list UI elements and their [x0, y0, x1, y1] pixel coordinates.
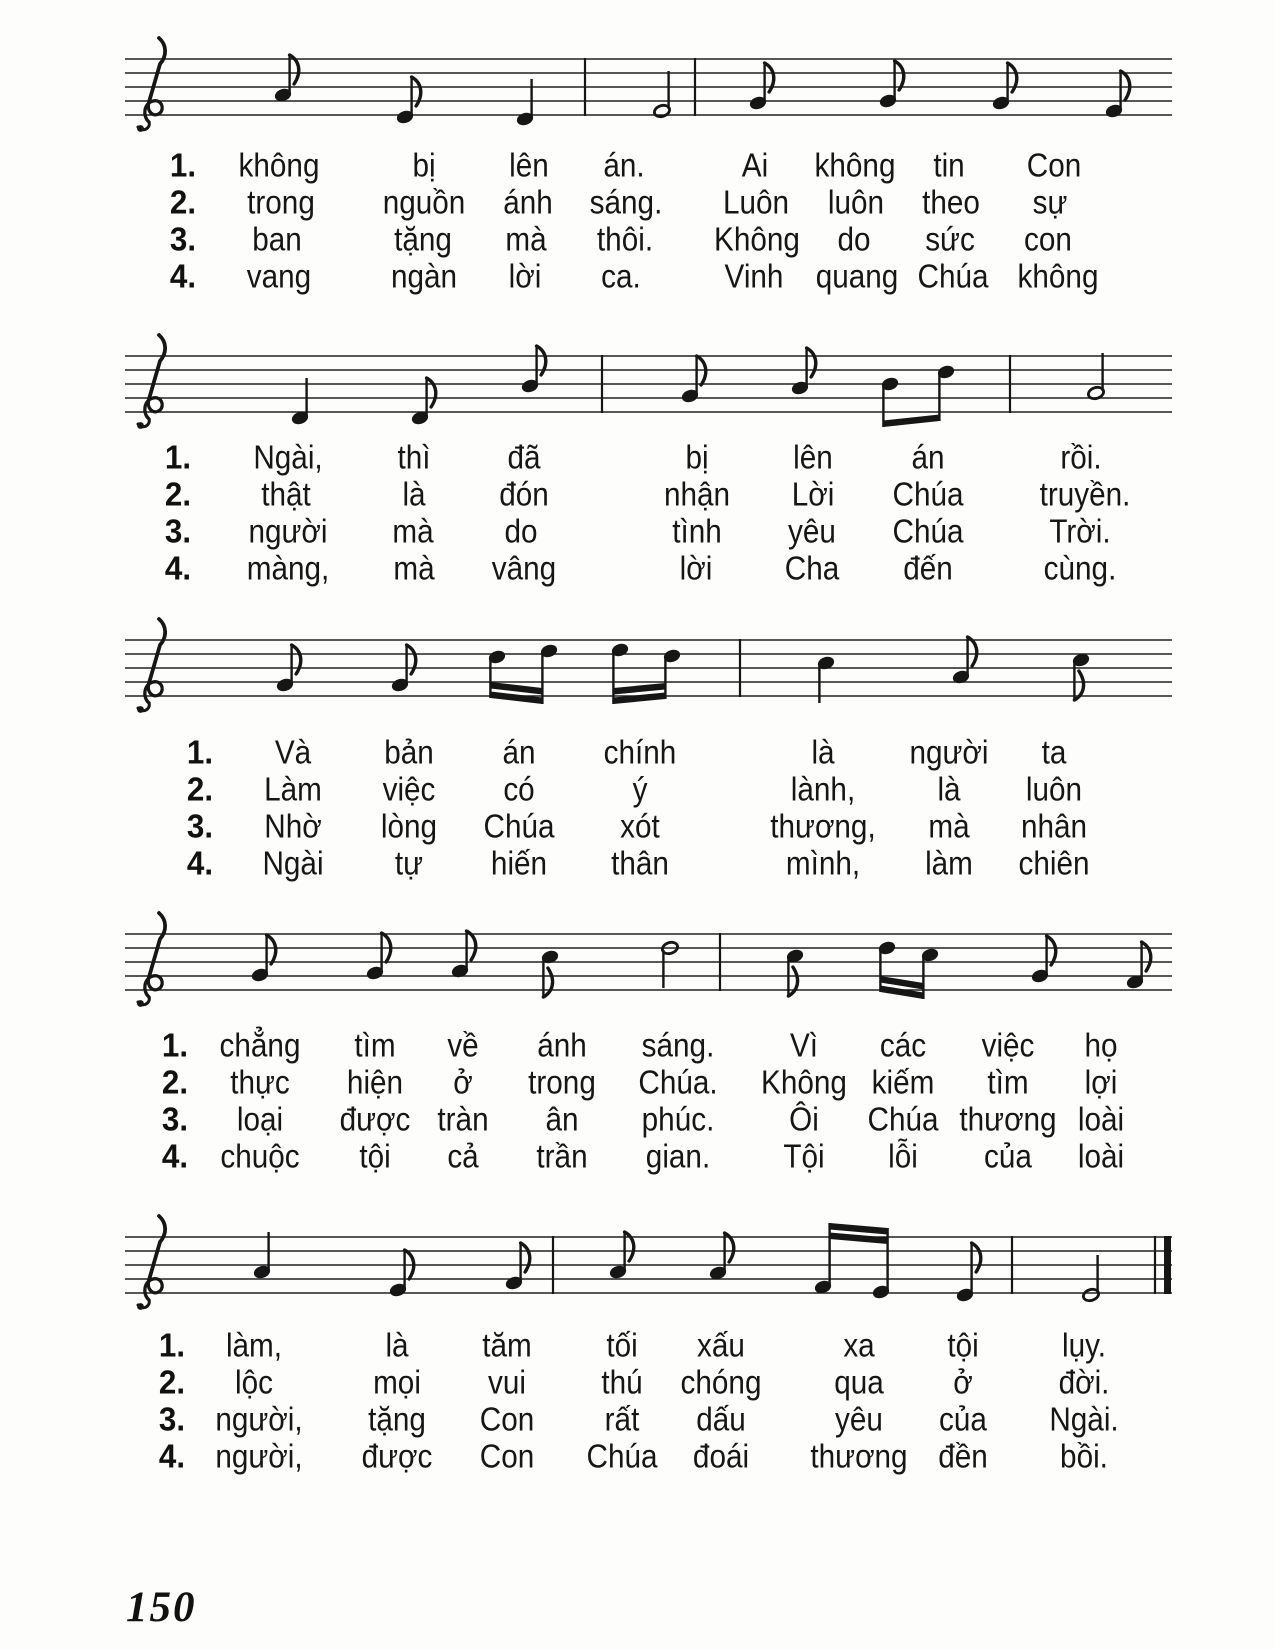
- verse-number: 3.: [161, 1100, 189, 1138]
- lyric-word: thương: [959, 1100, 1057, 1138]
- treble-clef-icon: [137, 335, 165, 429]
- lyric-word: ta: [1041, 733, 1067, 771]
- lyric-word: sáng.: [589, 183, 663, 221]
- verse-number: 3.: [164, 512, 192, 550]
- lyric-word: tràn: [437, 1100, 489, 1138]
- lyric-word: đến: [903, 549, 953, 587]
- lyric-word: lòng: [380, 807, 438, 845]
- note-eighth: [451, 931, 476, 979]
- lyric-word: thì: [397, 438, 431, 476]
- lyric-word: Ngài: [262, 844, 324, 882]
- lyric-word: Tội: [783, 1137, 825, 1175]
- lyric-word: lụy.: [1061, 1326, 1107, 1364]
- note-eighth: [505, 1243, 530, 1291]
- lyric-word: Nhờ: [264, 807, 322, 845]
- lyric-word: phúc.: [641, 1100, 715, 1138]
- lyric-word: rất: [604, 1400, 640, 1438]
- lyric-word: trong: [247, 183, 315, 221]
- lyric-word: nhận: [663, 475, 731, 513]
- lyric-word: Luôn: [722, 183, 790, 221]
- lyric-word: Cha: [784, 549, 840, 587]
- lyric-word: loài: [1077, 1100, 1125, 1138]
- verse-number: 4.: [186, 844, 214, 882]
- lyric-word: sáng.: [641, 1026, 715, 1064]
- lyric-word: mà: [392, 512, 434, 550]
- lyric-word: tìm: [354, 1026, 396, 1064]
- lyric-word: việc: [981, 1026, 1035, 1064]
- lyric-word: Chúa.: [638, 1063, 718, 1101]
- verse-number: 4.: [161, 1137, 189, 1175]
- lyric-word: được: [361, 1437, 433, 1475]
- lyric-word: không: [1017, 257, 1099, 295]
- lyric-word: chiên: [1018, 844, 1090, 882]
- lyric-word: gian.: [645, 1137, 711, 1175]
- lyric-word: trong: [528, 1063, 596, 1101]
- note-eighth: [411, 378, 436, 426]
- verse-number: 2.: [186, 770, 214, 808]
- lyric-word: việc: [382, 770, 436, 808]
- lyric-word: quang: [815, 257, 899, 295]
- lyric-word: các: [879, 1026, 927, 1064]
- lyric-word: người,: [215, 1400, 303, 1438]
- lyric-word: ban: [252, 220, 302, 258]
- lyric-word: là: [385, 1326, 409, 1364]
- lyric-word: rồi.: [1060, 438, 1102, 476]
- verse-number: 4.: [169, 257, 197, 295]
- lyric-word: làm,: [225, 1326, 283, 1364]
- verse-number: 4.: [164, 549, 192, 587]
- lyric-word: tìm: [987, 1063, 1029, 1101]
- verse-number: 1.: [158, 1326, 186, 1364]
- lyric-word: Chúa: [917, 257, 989, 295]
- lyric-word: lộc: [235, 1363, 273, 1401]
- lyric-word: không: [238, 146, 320, 184]
- lyric-word: bồi.: [1060, 1437, 1108, 1475]
- verse-number: 4.: [158, 1437, 186, 1475]
- lyric-word: thân: [611, 844, 669, 882]
- verse-number: 1.: [186, 733, 214, 771]
- lyric-word: lỗi: [888, 1137, 918, 1175]
- note-eighth: [1126, 942, 1151, 990]
- lyric-word: qua: [834, 1363, 884, 1401]
- beamed-notes: [814, 1223, 890, 1300]
- lyric-word: đời.: [1058, 1363, 1110, 1401]
- verse-number: 3.: [186, 807, 214, 845]
- lyric-word: Ai: [741, 146, 769, 184]
- lyric-word: Lời: [791, 475, 835, 513]
- lyric-word: màng,: [246, 549, 330, 587]
- lyric-word: trần: [536, 1137, 588, 1175]
- treble-clef-icon: [137, 913, 165, 1007]
- lyric-word: thương,: [770, 807, 876, 845]
- lyric-word: làm: [925, 844, 973, 882]
- lyric-word: Không: [761, 1063, 847, 1101]
- lyric-word: loại: [236, 1100, 284, 1138]
- lyric-word: tăm: [482, 1326, 532, 1364]
- lyric-word: con: [1024, 220, 1072, 258]
- lyric-word: án: [911, 438, 945, 476]
- lyric-word: ngàn: [390, 257, 458, 295]
- lyric-word: mà: [505, 220, 547, 258]
- lyric-word: Chúa: [483, 807, 555, 845]
- lyric-word: người: [909, 733, 989, 771]
- lyric-word: thú: [601, 1363, 643, 1401]
- note-quarter: [516, 79, 534, 127]
- lyric-word: án: [502, 733, 536, 771]
- lyric-word: tặng: [394, 220, 452, 258]
- lyric-word: ánh: [537, 1026, 587, 1064]
- lyric-word: luôn: [1025, 770, 1083, 808]
- verse-number: 1.: [161, 1026, 189, 1064]
- lyric-word: Chúa: [892, 512, 964, 550]
- lyric-word: luôn: [827, 183, 885, 221]
- lyric-word: yêu: [835, 1400, 883, 1438]
- lyric-word: do: [837, 220, 871, 258]
- verse-number: 2.: [169, 183, 197, 221]
- treble-clef-icon: [137, 619, 165, 713]
- verse-number: 1.: [164, 438, 192, 476]
- lyric-word: vang: [246, 257, 312, 295]
- lyric-word: Chúa: [867, 1100, 939, 1138]
- lyric-word: Con: [479, 1400, 535, 1438]
- lyric-word: của: [939, 1400, 987, 1438]
- beamed-notes: [611, 642, 681, 704]
- lyric-word: lời: [679, 549, 713, 587]
- lyric-word: cùng.: [1043, 549, 1117, 587]
- lyric-word: yêu: [788, 512, 836, 550]
- note-eighth: [952, 637, 977, 685]
- lyric-word: dấu: [696, 1400, 746, 1438]
- lyric-word: thôi.: [596, 220, 654, 258]
- note-eighth: [786, 948, 804, 996]
- lyric-word: lên: [509, 146, 549, 184]
- lyric-word: có: [503, 770, 535, 808]
- treble-clef-icon: [137, 38, 165, 132]
- beamed-notes: [488, 643, 558, 704]
- treble-clef-icon: [137, 1216, 165, 1310]
- verse-number: 2.: [158, 1363, 186, 1401]
- lyric-word: là: [811, 733, 835, 771]
- lyric-word: về: [447, 1026, 479, 1064]
- lyric-word: bản: [384, 733, 434, 771]
- page-number: 150: [126, 1584, 197, 1631]
- lyric-word: đoái: [692, 1437, 750, 1475]
- lyric-word: tối: [606, 1326, 638, 1364]
- lyric-word: do: [504, 512, 538, 550]
- lyric-word: vui: [488, 1363, 526, 1401]
- lyric-word: thực: [230, 1063, 290, 1101]
- lyric-word: truyền.: [1039, 475, 1131, 513]
- lyric-word: ý: [632, 770, 648, 808]
- lyric-word: là: [402, 475, 426, 513]
- lyric-word: Không: [714, 220, 800, 258]
- final-barline: [1164, 1236, 1171, 1294]
- note-half: [653, 71, 671, 119]
- lyric-word: Ôi: [789, 1100, 819, 1138]
- lyric-word: theo: [922, 183, 980, 221]
- lyric-word: thật: [261, 475, 311, 513]
- lyric-word: Vinh: [724, 257, 784, 295]
- note-eighth: [681, 356, 706, 404]
- lyric-word: Chúa: [586, 1437, 658, 1475]
- lyric-word: xót: [620, 807, 660, 845]
- lyric-word: xấu: [697, 1326, 745, 1364]
- note-eighth: [609, 1232, 634, 1280]
- beamed-notes: [881, 364, 955, 427]
- lyric-word: mà: [393, 549, 435, 587]
- lyric-word: chính: [603, 733, 677, 771]
- lyric-word: Vì: [789, 1026, 819, 1064]
- lyric-word: tội: [947, 1326, 979, 1364]
- lyric-word: Ngài.: [1049, 1400, 1119, 1438]
- note-eighth: [389, 1250, 414, 1298]
- lyric-word: ánh: [503, 183, 553, 221]
- lyric-word: lời: [508, 257, 542, 295]
- lyric-word: Con: [479, 1437, 535, 1475]
- lyric-word: họ: [1084, 1026, 1118, 1064]
- lyric-word: án.: [603, 146, 645, 184]
- lyric-word: của: [984, 1137, 1032, 1175]
- note-half: [1087, 353, 1105, 401]
- note-eighth: [791, 348, 816, 396]
- note-quarter: [291, 378, 309, 426]
- staff-lines: [125, 1237, 1172, 1293]
- lyric-word: Ngài,: [253, 438, 323, 476]
- lyric-word: Làm: [264, 770, 322, 808]
- lyric-word: tội: [359, 1137, 391, 1175]
- lyric-word: ở: [953, 1363, 973, 1401]
- lyric-word: ở: [453, 1063, 473, 1101]
- lyric-word: lên: [793, 438, 833, 476]
- verse-number: 2.: [164, 475, 192, 513]
- verse-number: 3.: [169, 220, 197, 258]
- lyric-word: loài: [1077, 1137, 1125, 1175]
- note-quarter: [253, 1232, 271, 1280]
- lyric-word: Con: [1026, 146, 1082, 184]
- lyric-word: là: [937, 770, 961, 808]
- verse-number: 3.: [158, 1400, 186, 1438]
- note-eighth: [1072, 652, 1090, 700]
- lyric-word: chẳng: [219, 1026, 301, 1064]
- lyric-word: Trời.: [1049, 512, 1111, 550]
- lyric-word: mà: [928, 807, 970, 845]
- lyric-word: hiến: [490, 844, 548, 882]
- lyric-word: lành,: [790, 770, 856, 808]
- lyric-word: người,: [215, 1437, 303, 1475]
- verse-number: 1.: [169, 146, 197, 184]
- staff-lines: [125, 934, 1172, 990]
- note-eighth: [709, 1233, 734, 1281]
- lyric-word: vâng: [491, 549, 557, 587]
- lyric-word: ân: [545, 1100, 579, 1138]
- lyric-word: tình: [672, 512, 722, 550]
- note-eighth: [274, 55, 299, 103]
- lyric-word: lợi: [1084, 1063, 1118, 1101]
- note-eighth: [366, 933, 391, 981]
- lyric-word: Chúa: [892, 475, 964, 513]
- lyric-word: nguồn: [382, 183, 466, 221]
- lyric-word: người: [248, 512, 328, 550]
- lyric-word: bị: [412, 146, 436, 184]
- lyric-word: chóng: [680, 1363, 762, 1401]
- lyric-word: mọi: [373, 1363, 421, 1401]
- lyric-word: sức: [925, 220, 975, 258]
- lyric-word: Và: [274, 733, 312, 771]
- lyric-word: tự: [394, 844, 424, 882]
- lyric-word: đón: [499, 475, 549, 513]
- lyric-word: đã: [507, 438, 541, 476]
- lyric-word: tin: [933, 146, 965, 184]
- note-eighth: [1105, 71, 1130, 119]
- lyric-word: cả: [447, 1137, 479, 1175]
- lyric-word: đền: [938, 1437, 988, 1475]
- lyric-word: chuộc: [220, 1137, 300, 1175]
- lyric-word: ca.: [601, 257, 641, 295]
- lyric-word: nhân: [1020, 807, 1088, 845]
- lyric-word: mình,: [785, 844, 861, 882]
- verse-number: 2.: [161, 1063, 189, 1101]
- lyric-word: được: [339, 1100, 411, 1138]
- lyric-word: hiện: [346, 1063, 404, 1101]
- lyric-word: không: [814, 146, 896, 184]
- lyric-word: xa: [843, 1326, 875, 1364]
- lyric-word: bị: [685, 438, 709, 476]
- lyric-word: sự: [1032, 183, 1068, 221]
- lyric-word: thương: [810, 1437, 908, 1475]
- staff-lines: [125, 356, 1172, 412]
- lyric-word: kiếm: [871, 1063, 935, 1101]
- lyric-word: tặng: [368, 1400, 426, 1438]
